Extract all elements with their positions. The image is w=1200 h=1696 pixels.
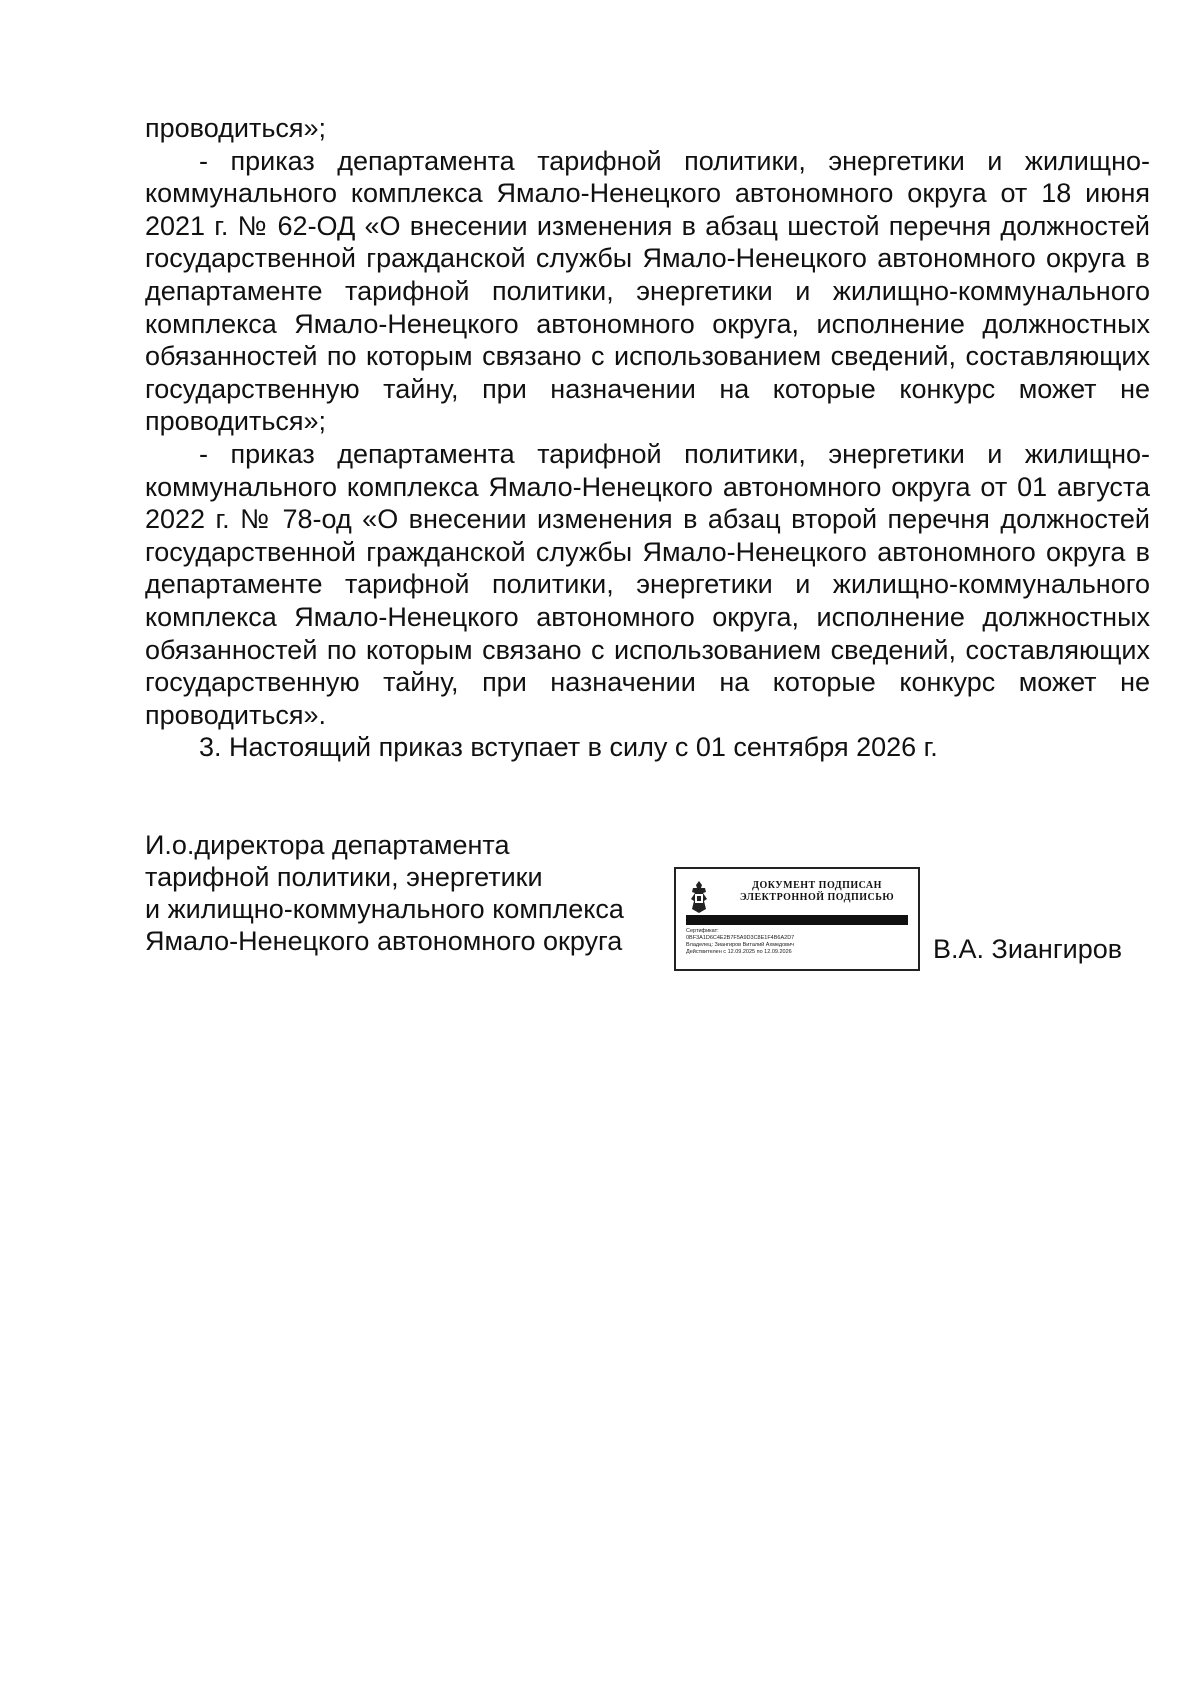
signatory-line: Ямало-Ненецкого автономного округа (145, 926, 623, 956)
stamp-title-line: ДОКУМЕНТ ПОДПИСАН (752, 880, 882, 891)
redacted-certificate-bar (686, 915, 908, 925)
paragraph-order-2022: - приказ департамента тарифной политики, энергетики и жилищно-коммунального комплекса Ямало-Ненецкого автономного округа от 01 августа 2022 г. № 78-од «О внесении изменения в абзац второй перечня должностей государственной гражданской службы Ямало-Ненецкого автономного округа в департаменте тарифной политики, энергетики и жилищно-коммунального комплекса Ямало-Ненецкого автономного округа, исполнение должностных обязанностей по которым связано с использованием сведений, составляющих государственную тайну, при назначении на которые конкурс может не проводиться». (145, 438, 1150, 730)
stamp-cert-number: 0BF3A1D6C4E2B7F5A9D3C8E1F4B6A2D7 (686, 935, 795, 941)
paragraph-order-2021: - приказ департамента тарифной политики, энергетики и жилищно-коммунального комплекса Ямало-Ненецкого автономного округа от 18 июня 2021 г. № 62-ОД «О внесении изменения в абзац шестой перечня должностей государственной гражданской службы Ямало-Ненецкого автономного округа в департаменте тарифной политики, энергетики и жилищно-коммунального комплекса Ямало-Ненецкого автономного округа, исполнение должностных обязанностей по которым связано с использованием сведений, составляющих государственную тайну, при назначении на которые конкурс может не проводиться»; (145, 145, 1150, 437)
signatory-position (145, 829, 705, 957)
stamp-owner: Владелец: Зиангиров Виталий Ахмедович (686, 942, 795, 948)
coat-of-arms-icon (686, 879, 712, 915)
paragraph-continuation: проводиться»; (145, 113, 327, 143)
stamp-title (722, 880, 912, 904)
document-body (145, 112, 1150, 764)
stamp-cert-label: Сертификат: (686, 928, 719, 934)
signatory-line: тарифной политики, энергетики (145, 862, 543, 892)
stamp-title-line: ЭЛЕКТРОННОЙ ПОДПИСЬЮ (739, 892, 895, 903)
electronic-signature-stamp (674, 867, 920, 971)
stamp-validity: Действителен с 12.09.2025 по 12.09.2026 (686, 949, 792, 955)
signer-name: В.А. Зиангиров (933, 934, 1123, 964)
signatory-line: И.о.директора департамента (145, 830, 510, 860)
signatory-line: и жилищно-коммунального комплекса (145, 894, 624, 924)
paragraph-effective-date: 3. Настоящий приказ вступает в силу с 01 сентября 2026 г. (199, 732, 938, 763)
